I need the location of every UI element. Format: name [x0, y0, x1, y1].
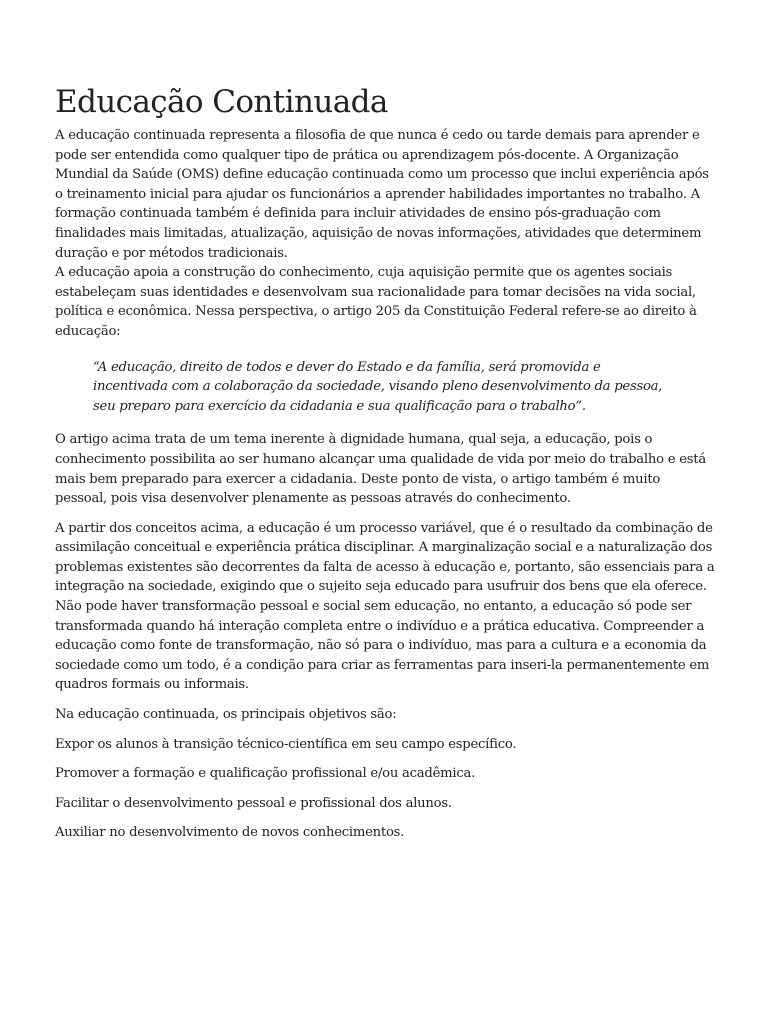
objective-item: Expor os alunos à transição técnico-científica em seu campo específico. — [55, 736, 517, 752]
paragraph-intro: A educação continuada representa a filosofia de que nunca é cedo ou tarde demais para aprender e pode ser entendida como qualquer tipo de prática ou aprendizagem pós-docente. A Organização Mundial da Saúde (OMS) define educação continuada como um processo que inclui experiência após o treinamento inicial para ajudar os funcionários a aprender habilidades importantes no trabalho. A formação continuada também é definida para incluir atividades de ensino pós-graduação com finalidades mais limitadas, atualização, aquisição de novas informações, atividades que determinem duração e por métodos tradicionais. — [55, 128, 709, 261]
paragraph-article: O artigo acima trata de um tema inerente à dignidade humana, qual seja, a educação, pois o conhecimento possibilita ao ser humano alcançar uma qualidade de vida por meio do trabalho e está mais bem preparado para exercer a cidadania. Deste ponto de vista, o artigo também é muito pessoal, pois visa desenvolver plenamente as pessoas através do conhecimento. — [55, 432, 706, 507]
paragraph-constitution: A educação apoia a construção do conhecimento, cuja aquisição permite que os agentes sociais estabeleçam suas identidades e desenvolvam sua racionalidade para tomar decisões na vida social, política e econômica. Nessa perspectiva, o artigo 205 da Constituição Federal refere-se ao direito à educação: — [55, 265, 697, 339]
block-quote: “A educação, direito de todos e dever do Estado e da família, será promovida e incentivada com a colaboração da sociedade, visando pleno desenvolvimento da pessoa, seu preparo para exercício da cidadania e sua qualificação para o trabalho”. — [93, 359, 663, 414]
document-page — [55, 82, 715, 843]
paragraph-concepts: A partir dos conceitos acima, a educação é um processo variável, que é o resultado da combinação de assimilação conceitual e experiência prática disciplinar. A marginalização social e a naturalização dos problemas existentes são decorrentes da falta de acesso à educação e, portanto, são essenciais para a integração na sociedade, exigindo que o sujeito seja educado para usufruir dos bens que ela oferece. Não pode haver transformação pessoal e social sem educação, no entanto, a educação só pode ser transformada quando há interação completa entre o indivíduo e a prática educativa. Compreender a educação como fonte de transformação, não só para o indivíduo, mas para a cultura e a economia da sociedade como um todo, é a condição para criar as ferramentas para inseri-la permanentemente em quadros formais ou informais. — [55, 520, 715, 693]
paragraph-objectives-intro: Na educação continuada, os principais objetivos são: — [55, 707, 397, 723]
document-title: Educação Continuada — [55, 84, 388, 120]
objective-item: Facilitar o desenvolvimento pessoal e profissional dos alunos. — [55, 795, 452, 811]
objective-item: Auxiliar no desenvolvimento de novos conhecimentos. — [55, 825, 405, 841]
objective-item: Promover a formação e qualificação profissional e/ou acadêmica. — [55, 766, 476, 782]
